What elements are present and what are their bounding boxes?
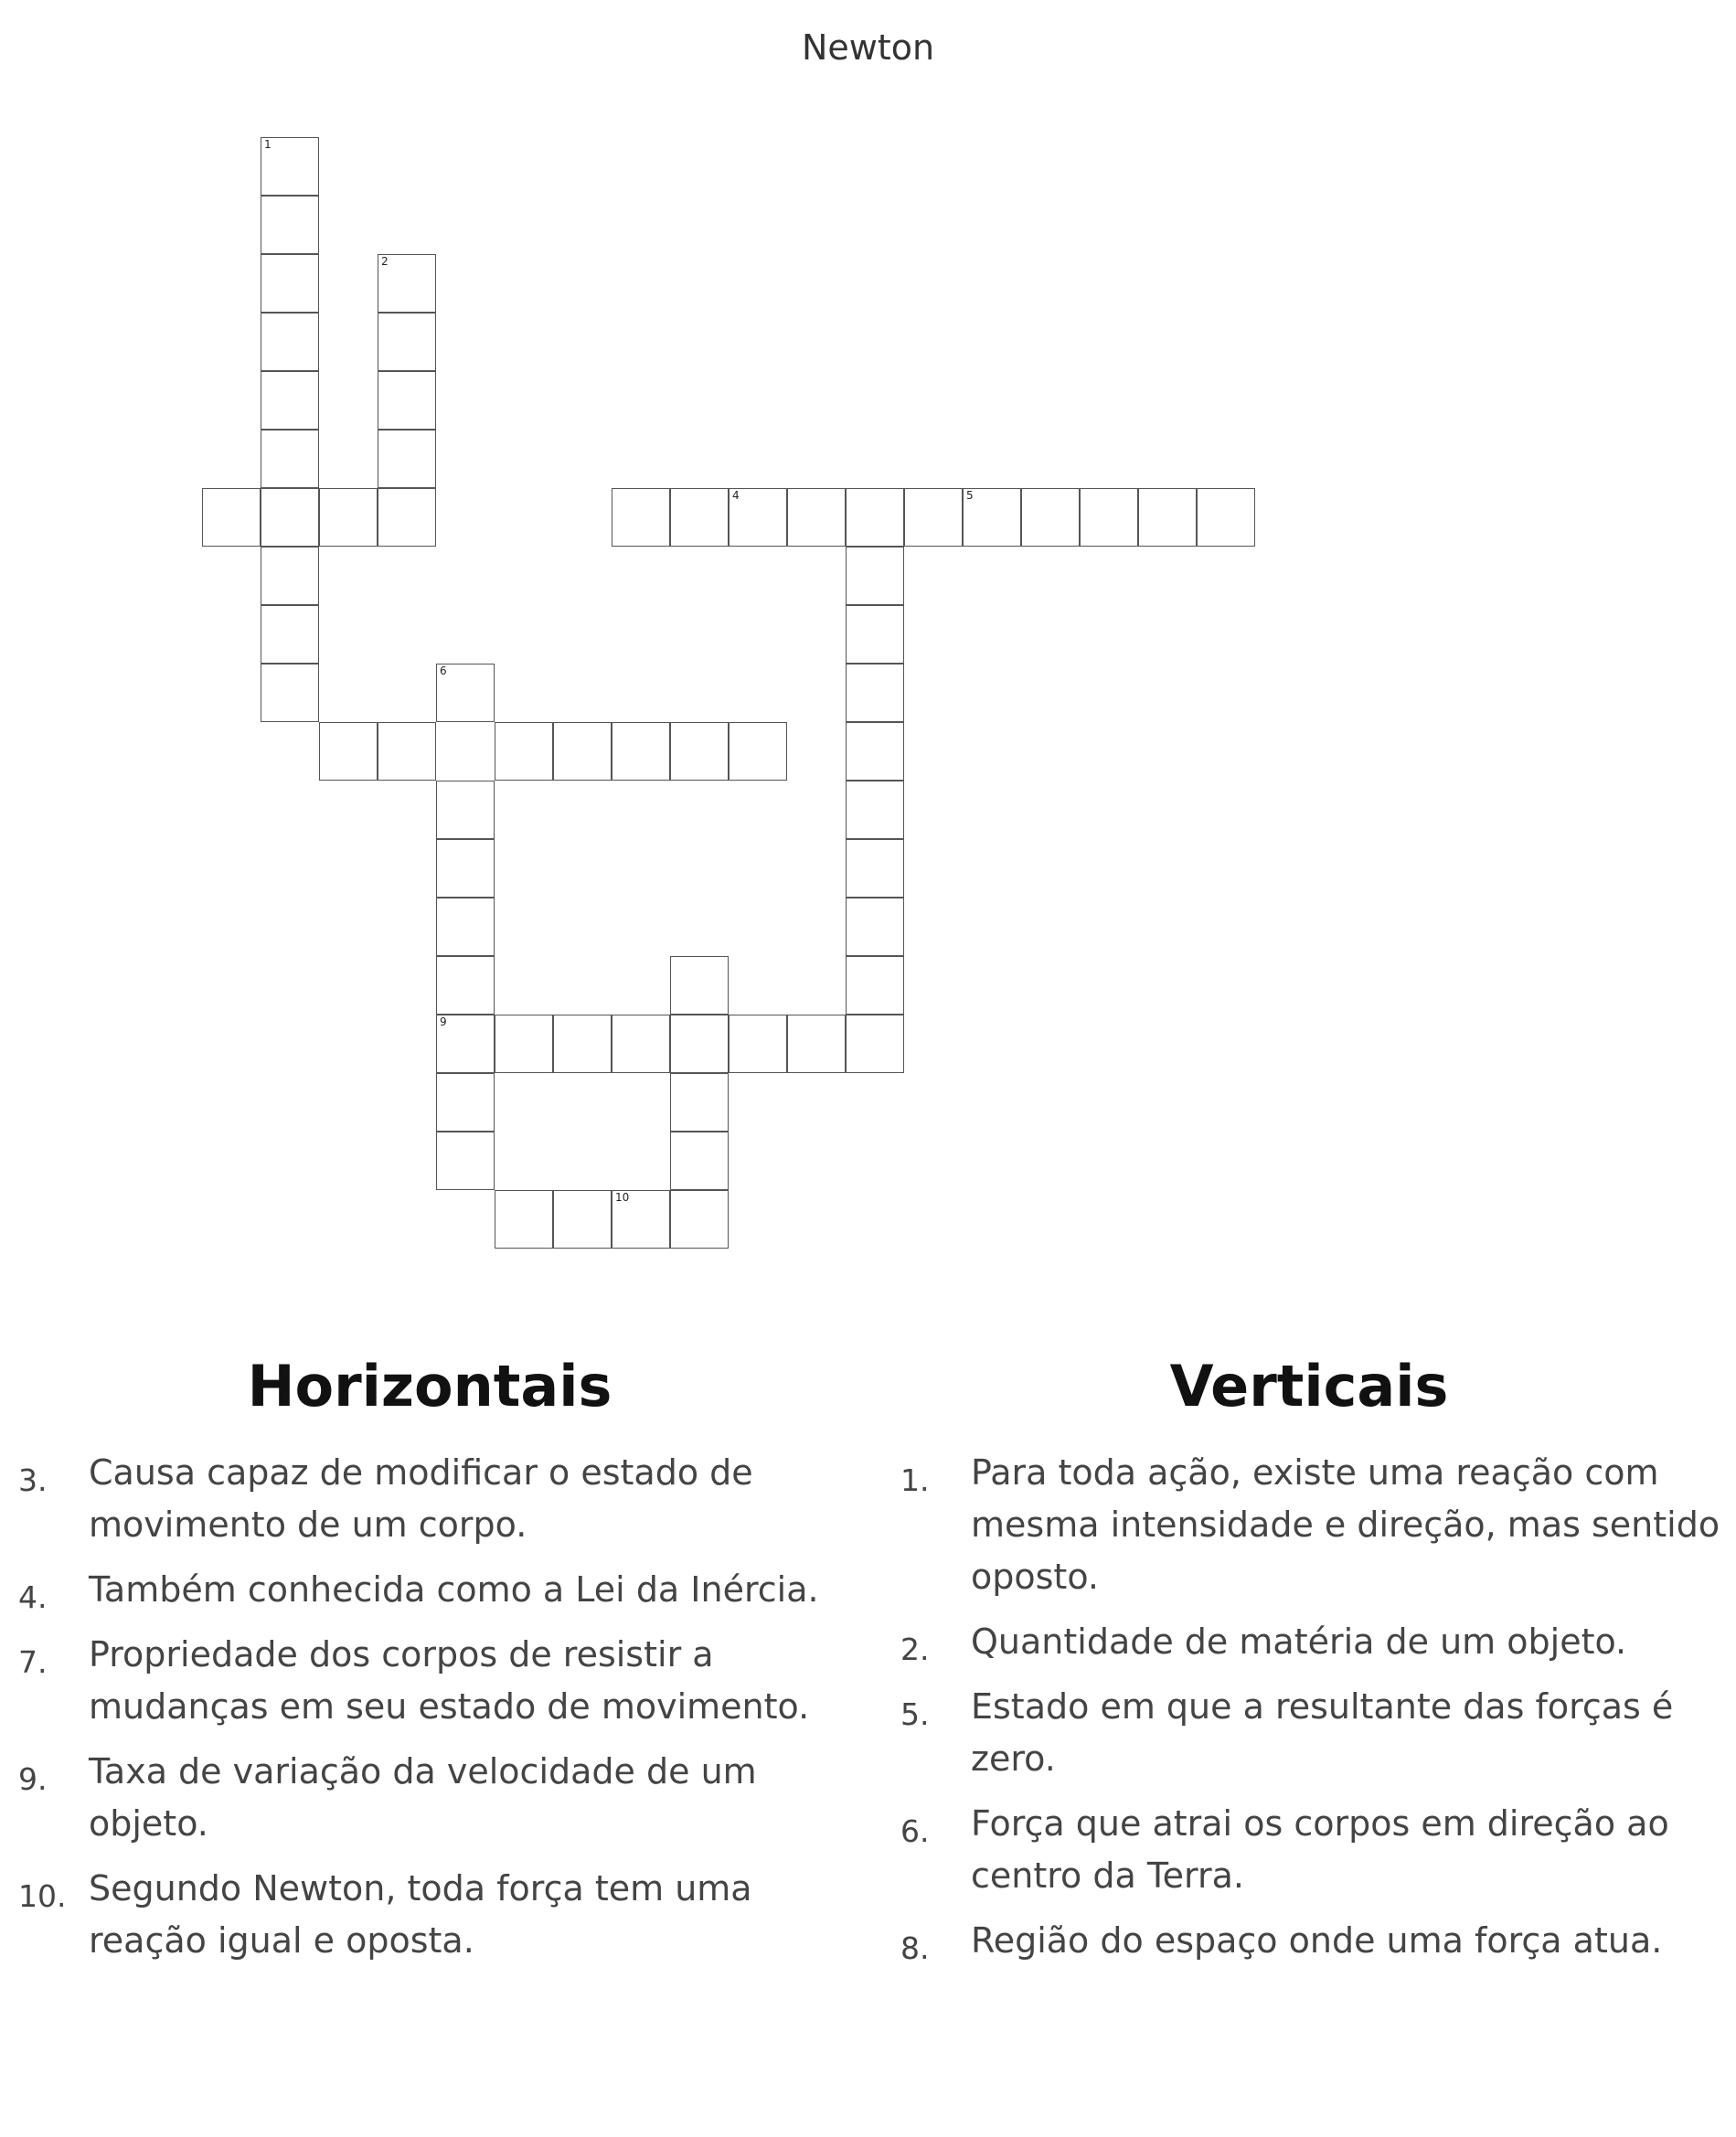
- cell-number: 4: [732, 489, 740, 502]
- down-clue-5: [882, 1681, 1736, 1785]
- across-clue-4: [0, 1564, 859, 1616]
- crossword-cell[interactable]: [436, 898, 495, 956]
- crossword-cell[interactable]: [436, 839, 495, 898]
- cell-number: 5: [966, 489, 974, 502]
- crossword-cell[interactable]: [846, 781, 904, 839]
- crossword-cell[interactable]: [1138, 488, 1197, 547]
- clue-text: Causa capaz de modificar o estado de movimento de um corpo.: [89, 1452, 753, 1545]
- crossword-cell[interactable]: [846, 839, 904, 898]
- across-clue-list: [0, 1447, 859, 1967]
- clue-text: Quantidade de matéria de um objeto.: [971, 1621, 1627, 1662]
- down-clues-section: [882, 1353, 1736, 1980]
- crossword-cell[interactable]: [319, 488, 378, 547]
- crossword-cell[interactable]: [670, 1132, 729, 1190]
- crossword-cell[interactable]: [846, 488, 904, 547]
- crossword-cell[interactable]: [378, 254, 436, 313]
- clue-number: 10.: [18, 1878, 67, 1914]
- crossword-cell[interactable]: [670, 722, 729, 781]
- crossword-cell[interactable]: [729, 1015, 787, 1073]
- clue-number: 5.: [900, 1696, 930, 1732]
- crossword-cell[interactable]: [787, 1015, 846, 1073]
- across-clues-section: [0, 1353, 859, 1980]
- clue-number: 7.: [18, 1644, 48, 1680]
- cell-number: 2: [381, 255, 389, 268]
- crossword-cell[interactable]: [261, 664, 319, 722]
- crossword-cell[interactable]: [495, 1190, 553, 1249]
- crossword-cell[interactable]: [846, 664, 904, 722]
- cell-number: 1: [264, 138, 272, 151]
- down-clue-1: [882, 1447, 1736, 1603]
- crossword-cell[interactable]: [378, 313, 436, 371]
- crossword-cell[interactable]: [495, 722, 553, 781]
- crossword-cell[interactable]: [261, 547, 319, 605]
- crossword-cell[interactable]: [787, 488, 846, 547]
- clue-text: Também conhecida como a Lei da Inércia.: [89, 1569, 819, 1610]
- crossword-cell[interactable]: [553, 722, 612, 781]
- clue-text: Estado em que a resultante das forças é zero.: [971, 1686, 1674, 1779]
- crossword-cell[interactable]: [612, 722, 670, 781]
- cell-number: 10: [615, 1191, 630, 1204]
- crossword-cell[interactable]: [261, 313, 319, 371]
- crossword-cell[interactable]: [261, 488, 319, 547]
- clue-number: 1.: [900, 1462, 930, 1498]
- page-title: Newton: [801, 27, 935, 68]
- cell-number: 9: [440, 1015, 447, 1028]
- clue-number: 2.: [900, 1632, 930, 1667]
- clue-text: Propriedade dos corpos de resistir a mudanças em seu estado de movimento.: [89, 1634, 810, 1727]
- crossword-cell[interactable]: [670, 1015, 729, 1073]
- clue-number: 9.: [18, 1761, 48, 1797]
- down-clue-6: [882, 1798, 1736, 1902]
- crossword-cell[interactable]: [963, 488, 1021, 547]
- clue-text: Segundo Newton, toda força tem uma reação igual e oposta.: [89, 1868, 752, 1961]
- crossword-cell[interactable]: [1197, 488, 1255, 547]
- crossword-cell[interactable]: [729, 488, 787, 547]
- crossword-cell[interactable]: [670, 1073, 729, 1132]
- crossword-cell[interactable]: [846, 1015, 904, 1073]
- crossword-cell[interactable]: [319, 722, 378, 781]
- crossword-cell[interactable]: [1021, 488, 1080, 547]
- crossword-cell[interactable]: [904, 488, 963, 547]
- clue-number: 3.: [18, 1462, 48, 1498]
- crossword-cell[interactable]: [261, 605, 319, 664]
- crossword-cell[interactable]: [436, 781, 495, 839]
- crossword-cell[interactable]: [670, 956, 729, 1015]
- crossword-cell[interactable]: [846, 605, 904, 664]
- crossword-cell[interactable]: [261, 430, 319, 488]
- clue-text: Região do espaço onde uma força atua.: [971, 1920, 1663, 1961]
- crossword-cell[interactable]: [378, 722, 436, 781]
- down-heading: Verticais: [1169, 1353, 1449, 1419]
- crossword-cell[interactable]: [1080, 488, 1138, 547]
- clue-text: Para toda ação, existe uma reação com mesma intensidade e direção, mas sentido oposto.: [971, 1452, 1720, 1597]
- clue-number: 6.: [900, 1813, 930, 1849]
- across-clue-3: [0, 1447, 859, 1551]
- crossword-cell[interactable]: [436, 664, 495, 722]
- crossword-cell[interactable]: [436, 1132, 495, 1190]
- crossword-cell[interactable]: [670, 1190, 729, 1249]
- crossword-cell[interactable]: [553, 1190, 612, 1249]
- crossword-cell[interactable]: [670, 488, 729, 547]
- crossword-cell[interactable]: [436, 956, 495, 1015]
- cell-number: 6: [440, 664, 447, 677]
- crossword-cell[interactable]: [612, 1015, 670, 1073]
- crossword-cell[interactable]: [495, 1015, 553, 1073]
- clue-number: 8.: [900, 1930, 930, 1966]
- crossword-cell[interactable]: [261, 196, 319, 254]
- across-heading: Horizontais: [247, 1353, 612, 1419]
- crossword-cell[interactable]: [378, 371, 436, 430]
- crossword-cell[interactable]: [261, 371, 319, 430]
- crossword-cell[interactable]: [202, 488, 261, 547]
- crossword-cell[interactable]: [612, 1190, 670, 1249]
- crossword-cell[interactable]: [436, 1015, 495, 1073]
- crossword-cell[interactable]: [729, 722, 787, 781]
- across-clue-9: [0, 1746, 859, 1850]
- crossword-cell[interactable]: [378, 430, 436, 488]
- clue-text: Força que atrai os corpos em direção ao centro da Terra.: [971, 1803, 1669, 1896]
- crossword-cell[interactable]: [261, 254, 319, 313]
- down-clue-8: [882, 1915, 1736, 1967]
- down-clue-list: [882, 1447, 1736, 1967]
- clue-number: 4.: [18, 1579, 48, 1615]
- crossword-cell[interactable]: [261, 137, 319, 196]
- crossword-cell[interactable]: [553, 1015, 612, 1073]
- across-clue-10: [0, 1863, 859, 1967]
- crossword-cell[interactable]: [378, 488, 436, 547]
- crossword-cell[interactable]: [612, 488, 670, 547]
- crossword-cell[interactable]: [846, 898, 904, 956]
- crossword-cell[interactable]: [846, 722, 904, 781]
- crossword-cell[interactable]: [436, 1073, 495, 1132]
- across-clue-7: [0, 1629, 859, 1733]
- crossword-cell[interactable]: [846, 956, 904, 1015]
- clue-text: Taxa de variação da velocidade de um objeto.: [89, 1751, 757, 1844]
- crossword-cell[interactable]: [846, 547, 904, 605]
- down-clue-2: [882, 1616, 1736, 1668]
